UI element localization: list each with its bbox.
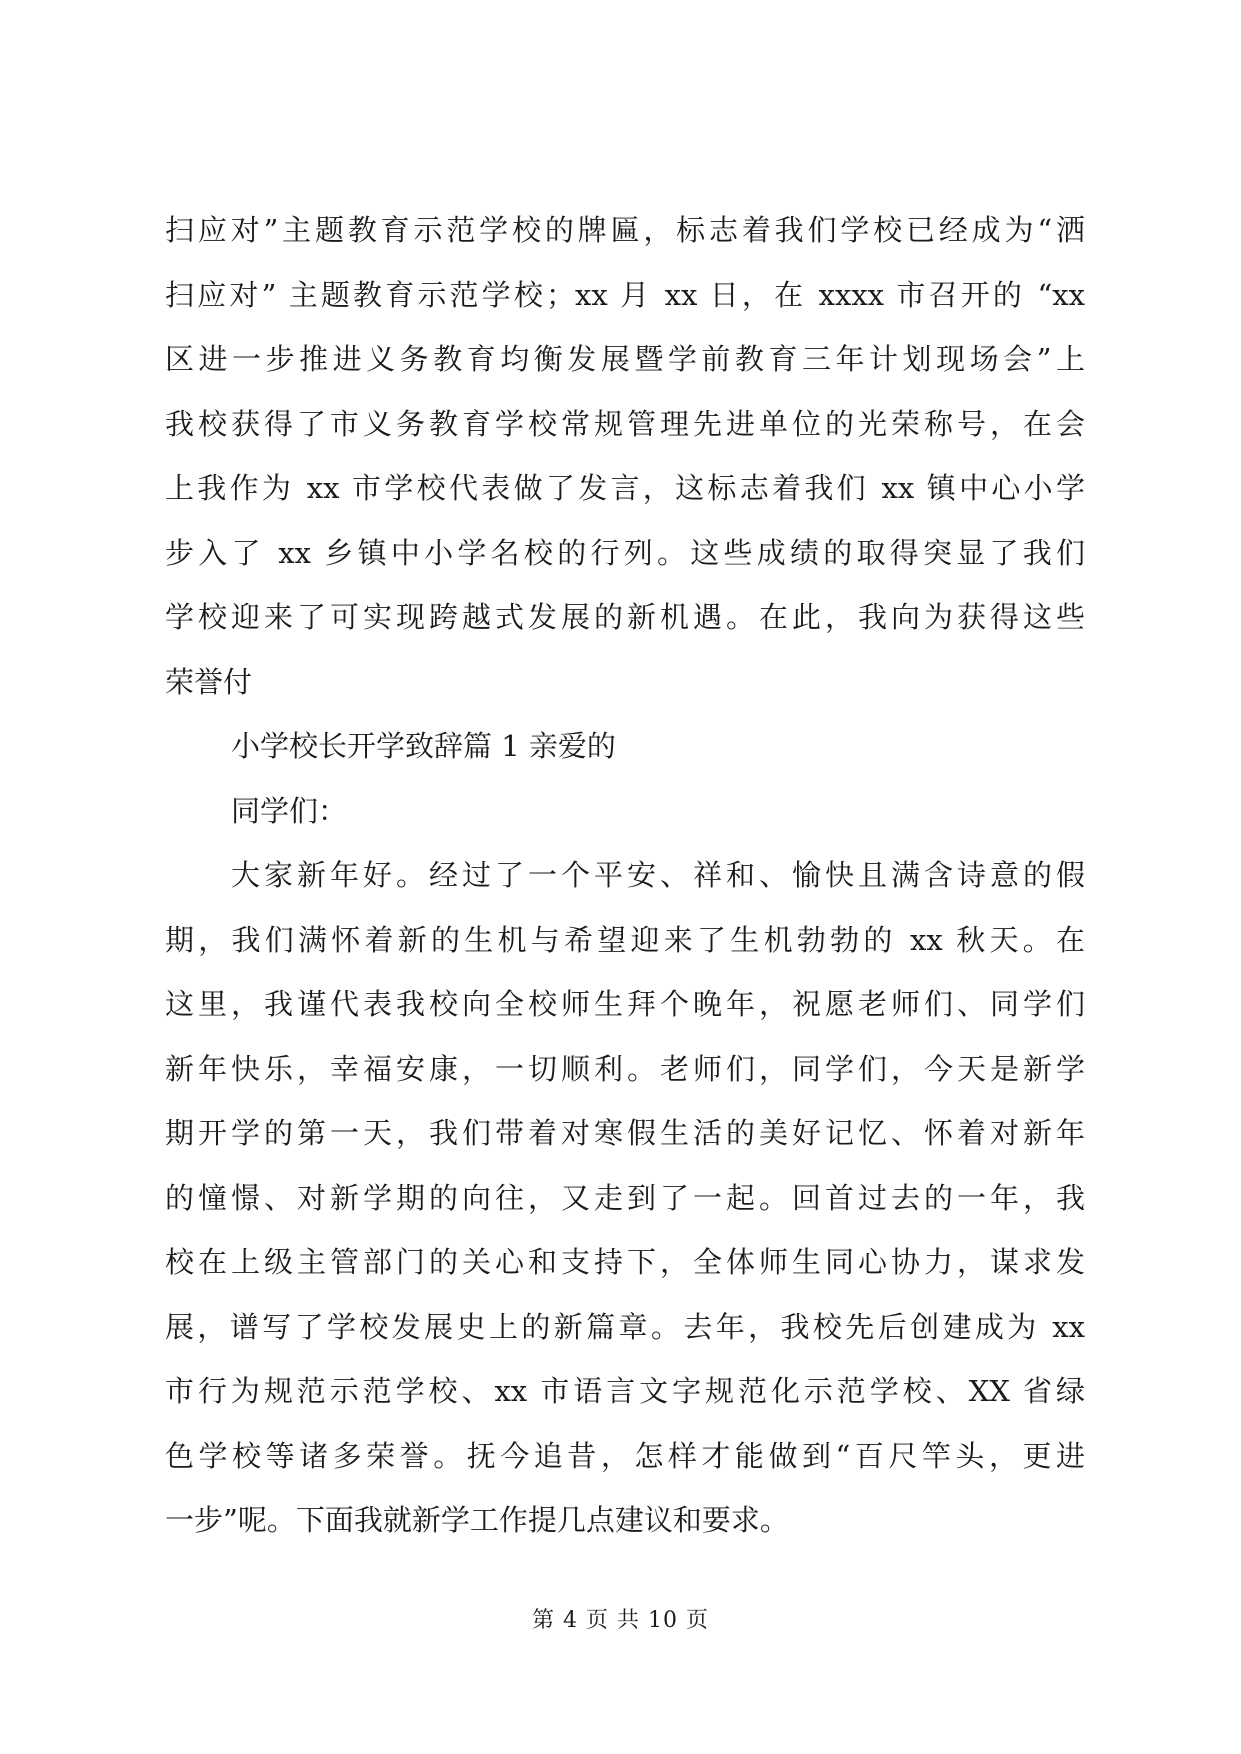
paragraph-line: 期，我们满怀着新的生机与希望迎来了生机勃勃的 xx 秋天。在 bbox=[165, 922, 1085, 957]
paragraph-line: 校在上级主管部门的关心和支持下，全体师生同心协力，谋求发 bbox=[165, 1245, 1085, 1279]
paragraph-line: 学校迎来了可实现跨越式发展的新机遇。在此，我向为获得这些 bbox=[165, 600, 1085, 634]
salutation: 同学们： bbox=[231, 793, 348, 828]
paragraph-line: 市行为规范示范学校、xx 市语言文字规范化示范学校、XX 省绿 bbox=[165, 1374, 1085, 1408]
paragraph-line: 区进一步推进义务教育均衡发展暨学前教育三年计划现场会”上 bbox=[165, 342, 1085, 376]
paragraph-line: 这里，我谨代表我校向全校师生拜个晚年，祝愿老师们、同学们 bbox=[165, 987, 1085, 1021]
paragraph-line: 色学校等诸多荣誉。抚今追昔，怎样才能做到“百尺竿头，更进 bbox=[165, 1438, 1085, 1473]
paragraph-line: 展，谱写了学校发展史上的新篇章。去年，我校先后创建成为 xx bbox=[165, 1309, 1085, 1344]
paragraph-line: 我校获得了市义务教育学校常规管理先进单位的光荣称号，在会 bbox=[165, 406, 1085, 441]
paragraph-line: 的憧憬、对新学期的向往，又走到了一起。回首过去的一年，我 bbox=[165, 1180, 1085, 1215]
paragraph-line: 荣誉付 bbox=[165, 664, 253, 699]
paragraph-line: 上我作为 xx 市学校代表做了发言，这标志着我们 xx 镇中心小学 bbox=[165, 471, 1085, 505]
paragraph-line: 步入了 xx 乡镇中小学名校的行列。这些成绩的取得突显了我们 bbox=[165, 535, 1085, 570]
paragraph-line: 期开学的第一天，我们带着对寒假生活的美好记忆、怀着对新年 bbox=[165, 1116, 1085, 1150]
paragraph-line: 扫应对”主题教育示范学校的牌匾，标志着我们学校已经成为“洒 bbox=[165, 213, 1085, 247]
paragraph-line: 一步”呢。下面我就新学工作提几点建议和要求。 bbox=[165, 1503, 789, 1537]
paragraph-line: 扫应对” 主题教育示范学校；xx 月 xx 日，在 xxxx 市召开的 “xx bbox=[165, 277, 1085, 312]
document-body bbox=[165, 198, 1085, 1553]
page-number-footer: 第 4 页 共 10 页 bbox=[532, 1608, 709, 1633]
paragraph-line: 大家新年好。经过了一个平安、祥和、愉快且满含诗意的假 bbox=[231, 858, 1085, 892]
section-heading: 小学校长开学致辞篇 1 亲爱的 bbox=[231, 729, 616, 763]
paragraph-line: 新年快乐，幸福安康，一切顺利。老师们，同学们，今天是新学 bbox=[165, 1051, 1085, 1086]
